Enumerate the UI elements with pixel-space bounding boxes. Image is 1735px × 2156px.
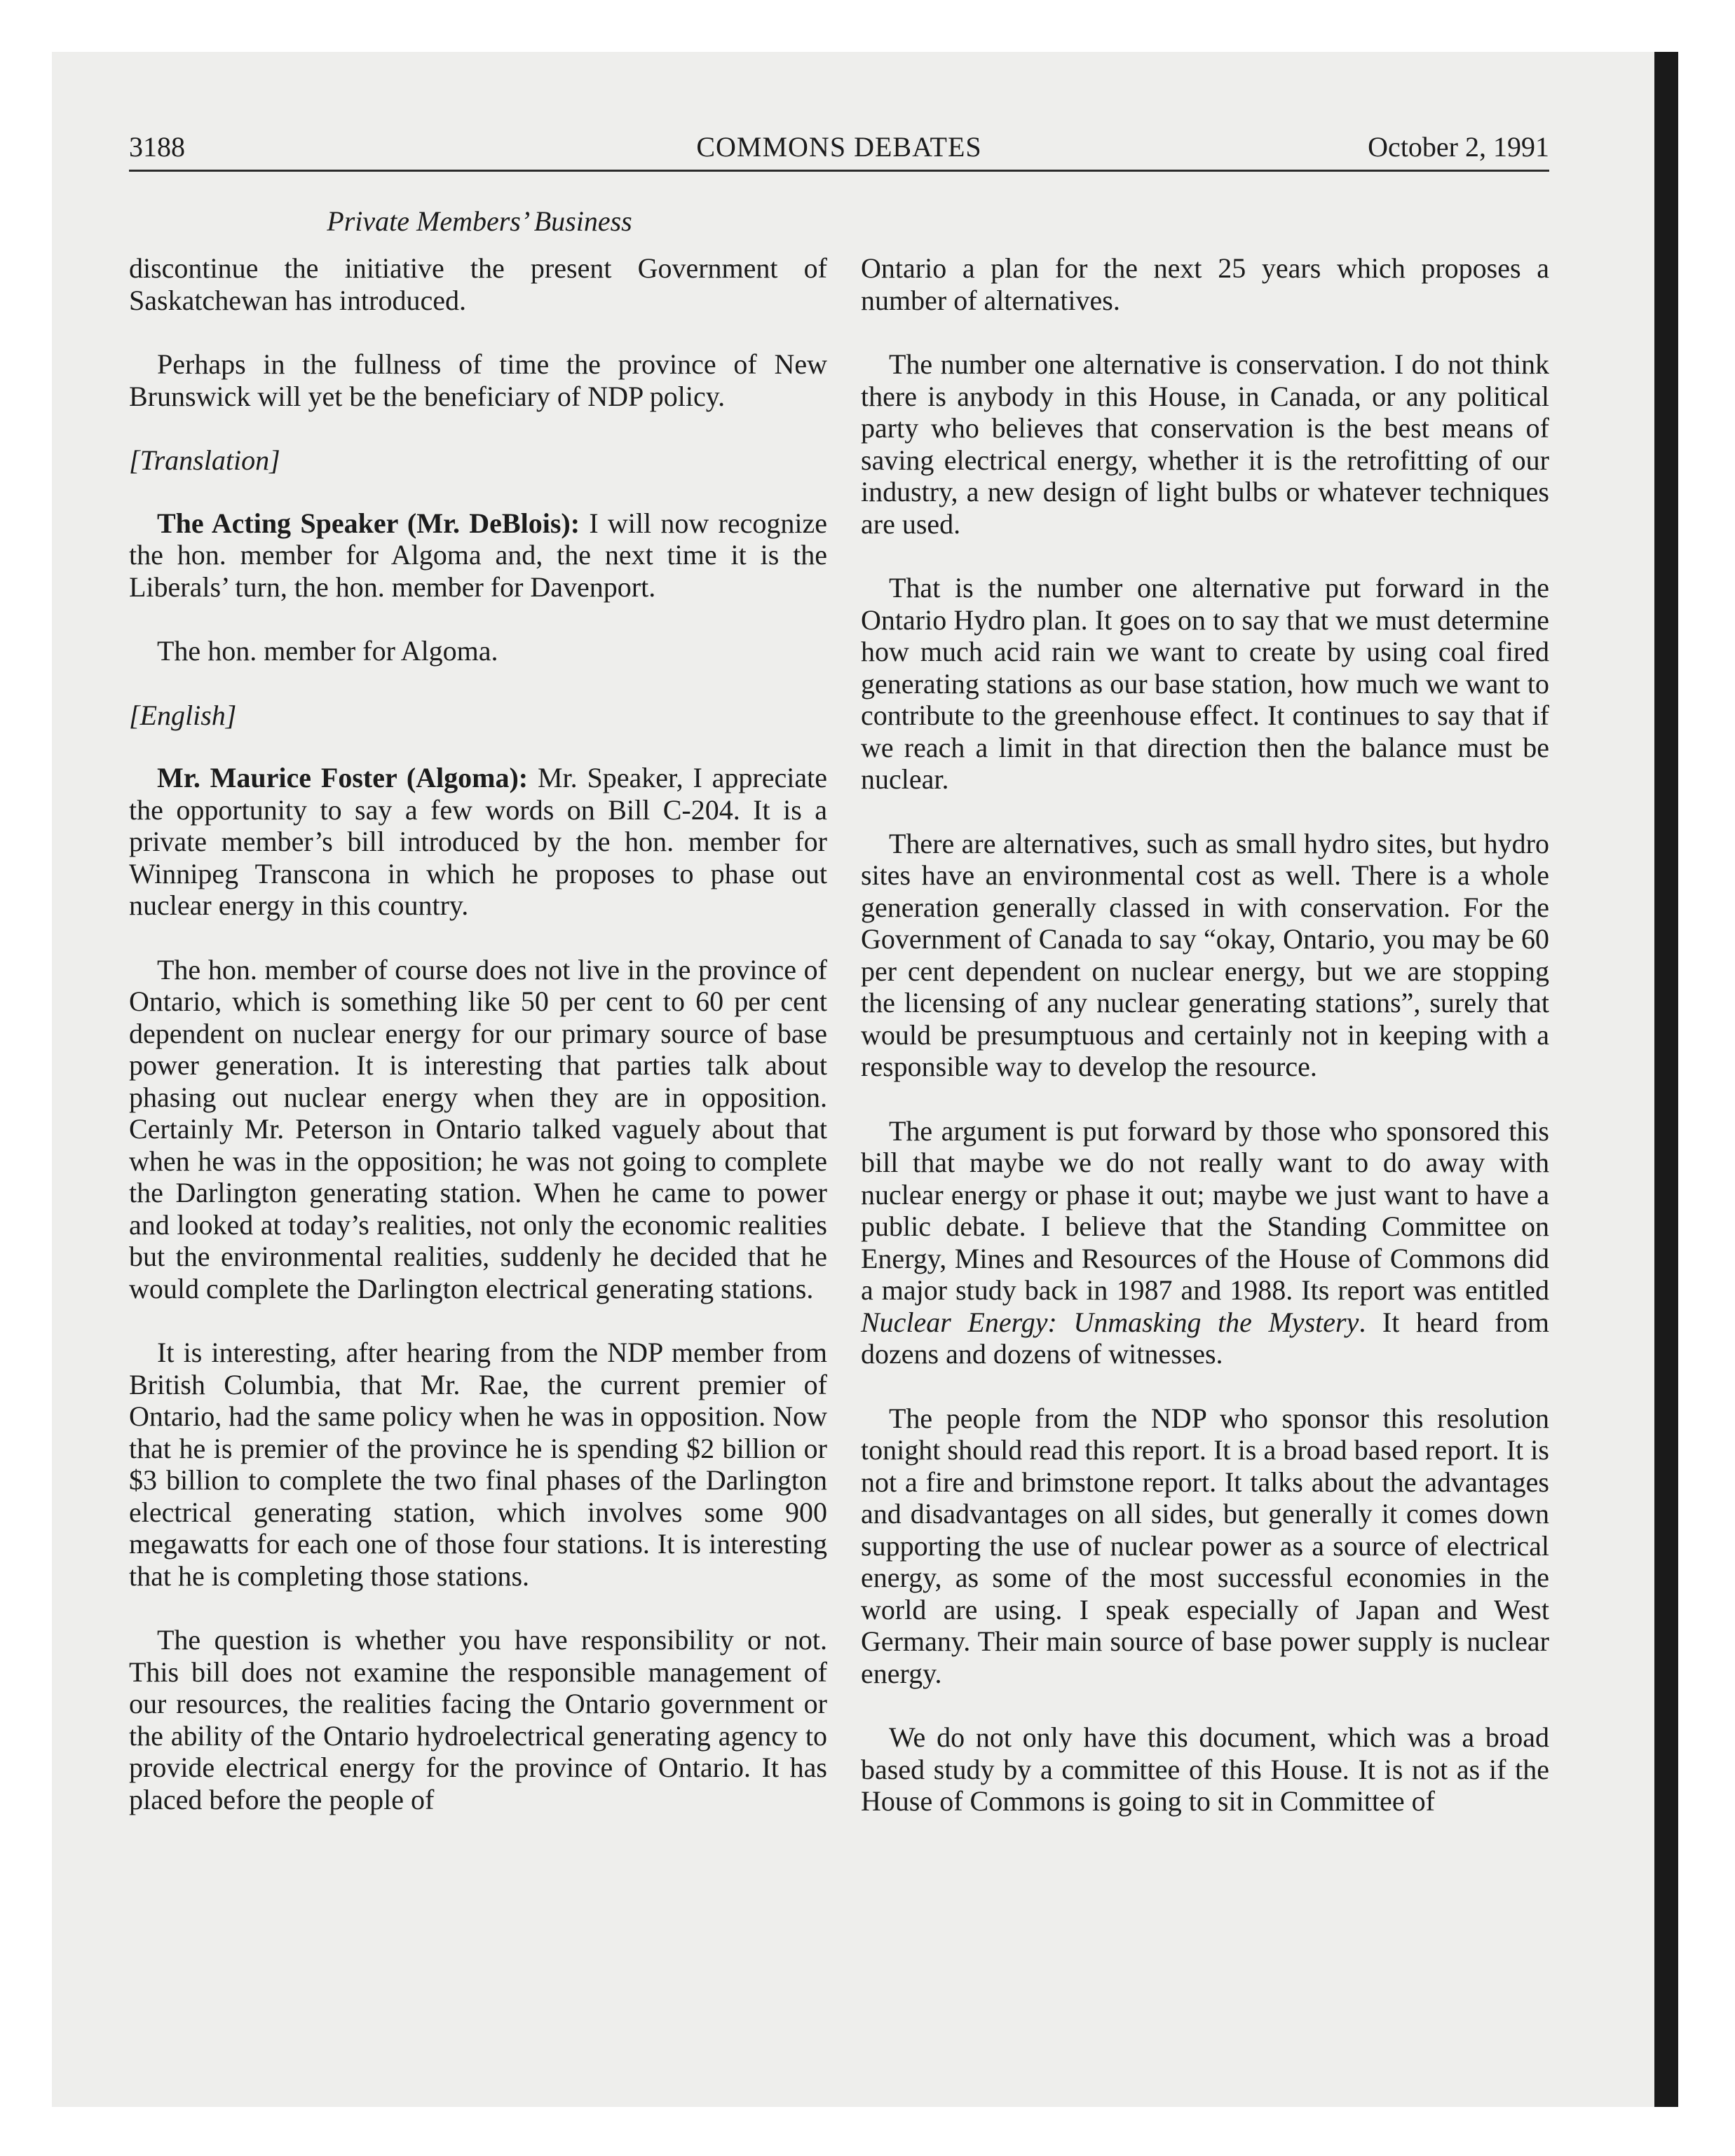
paragraph: The hon. member for Algoma.: [157, 635, 498, 667]
section-title: Private Members’ Business: [327, 205, 632, 237]
paragraph: The people from the NDP who sponsor this resolution tonight should read this report. It is a broad based report. It is not a fire and brimstone report. It talks about the advantages and disadvantages on all sides, but generally it comes down supporting the use of nuclear power as a source of electrical energy, as some of the most successful economies in the world are using. I speak especially of Japan and West Germany. Their main source of base power supply is nuclear energy.: [861, 1402, 1549, 1689]
header-rule: [129, 170, 1549, 172]
page-date: October 2, 1991: [1368, 131, 1549, 163]
speaker-paragraph: [129, 507, 827, 603]
speaker-name: Mr. Maurice Foster (Algoma):: [157, 762, 529, 793]
speaker-name: The Acting Speaker (Mr. DeBlois):: [157, 507, 580, 539]
paragraph: It is interesting, after hearing from the NDP member from British Columbia, that Mr. Rae, the current premier of Ontario, had the same policy when he was in opposition. Now that he is premier of the province he is spending $2 billion or $3 billion to complete the two final phases of the Darlington electrical generating station, which involves some 900 megawatts for each one of those four stations. It is interesting that he is completing those stations.: [129, 1337, 827, 1592]
scan-edge-shadow: [1654, 52, 1678, 2107]
language-tag-english: [English]: [129, 699, 237, 731]
journal-title: COMMONS DEBATES: [696, 131, 982, 163]
right-column: [861, 252, 1549, 1850]
speech-text: Mr. Speaker, I appreciate the opportunity to say a few words on Bill C-204. It is a private member’s bill introduced by the hon. member for Winnipeg Transcona in which he proposes to phase out nuclear energy in this country.: [129, 762, 827, 921]
paragraph: discontinue the initiative the present Government of Saskatchewan has introduced.: [129, 252, 827, 316]
paragraph: That is the number one alternative put forward in the Ontario Hydro plan. It goes on to say that we must determine how much acid rain we want to create by using coal fired generating stations as our base station, how much we want to contribute to the greenhouse effect. It continues to say that if we reach a limit in that direction then the balance must be nuclear.: [861, 572, 1549, 795]
paragraph: Perhaps in the fullness of time the province of New Brunswick will yet be the beneficiary of NDP policy.: [129, 348, 827, 412]
paragraph: [861, 1115, 1549, 1370]
paragraph: There are alternatives, such as small hydro sites, but hydro sites have an environmental cost as well. There is a whole generation generally classed in with conservation. For the Government of Canada to say “okay, Ontario, you may be 60 per cent dependent on nuclear energy, but we are stopping the licensing of any nuclear generating stations”, surely that would be presumptuous and certainly not in keeping with a responsible way to develop the resource.: [861, 827, 1549, 1082]
paragraph: The hon. member of course does not live in the province of Ontario, which is something like 50 per cent to 60 per cent dependent on nuclear energy for our primary source of base power generation. It is interesting that parties talk about phasing out nuclear energy when they are in opposition. Certainly Mr. Peterson in Ontario talked vaguely about that when he was in the opposition; he was not going to complete the Darlington generating station. When he came to power and looked at today’s realities, not only the economic realities but the environmental realities, suddenly he decided that he would complete the Darlington electrical generating stations.: [129, 953, 827, 1304]
paragraph: We do not only have this document, which was a broad based study by a committee of this House. It is not as if the House of Commons is going to sit in Committee of: [861, 1721, 1549, 1817]
page-number: 3188: [129, 131, 185, 163]
paragraph: The number one alternative is conservation. I do not think there is anybody in this House, in Canada, or any political party who believes that conservation is the best means of saving electrical energy, whether it is the retrofitting of our industry, a new design of light bulbs or whatever techniques are used.: [861, 348, 1549, 540]
language-tag-translation: [Translation]: [129, 444, 280, 476]
report-title: Nuclear Energy: Unmasking the Mystery: [861, 1306, 1359, 1338]
paragraph-text: The argument is put forward by those who sponsored this bill that maybe we do not really want to do away with nuclear energy or phase it out; maybe we just want to have a public debate. I believe that the Standing Committee on Energy, Mines and Resources of the House of Commons did a major study back in 1987 and 1988. Its report was entitled: [861, 1114, 1549, 1306]
paragraph: Ontario a plan for the next 25 years which proposes a number of alternatives.: [861, 252, 1549, 316]
left-column: [129, 252, 827, 1848]
paragraph: The question is whether you have responsibility or not. This bill does not examine the responsible management of our resources, the realities facing the Ontario government or the ability of the Ontario hydroelectrical generating agency to provide electrical energy for the province of Ontario. It has placed before the people of: [129, 1624, 827, 1815]
speaker-paragraph: [129, 762, 827, 922]
page-header: [129, 125, 1549, 170]
speech-text: I will now recognize the hon. member for Algoma and, the next time it is the Liberals’ turn, the hon. member for Davenport.: [129, 507, 827, 603]
paragraph-text: . It heard from dozens and dozens of witnesses.: [861, 1306, 1549, 1370]
